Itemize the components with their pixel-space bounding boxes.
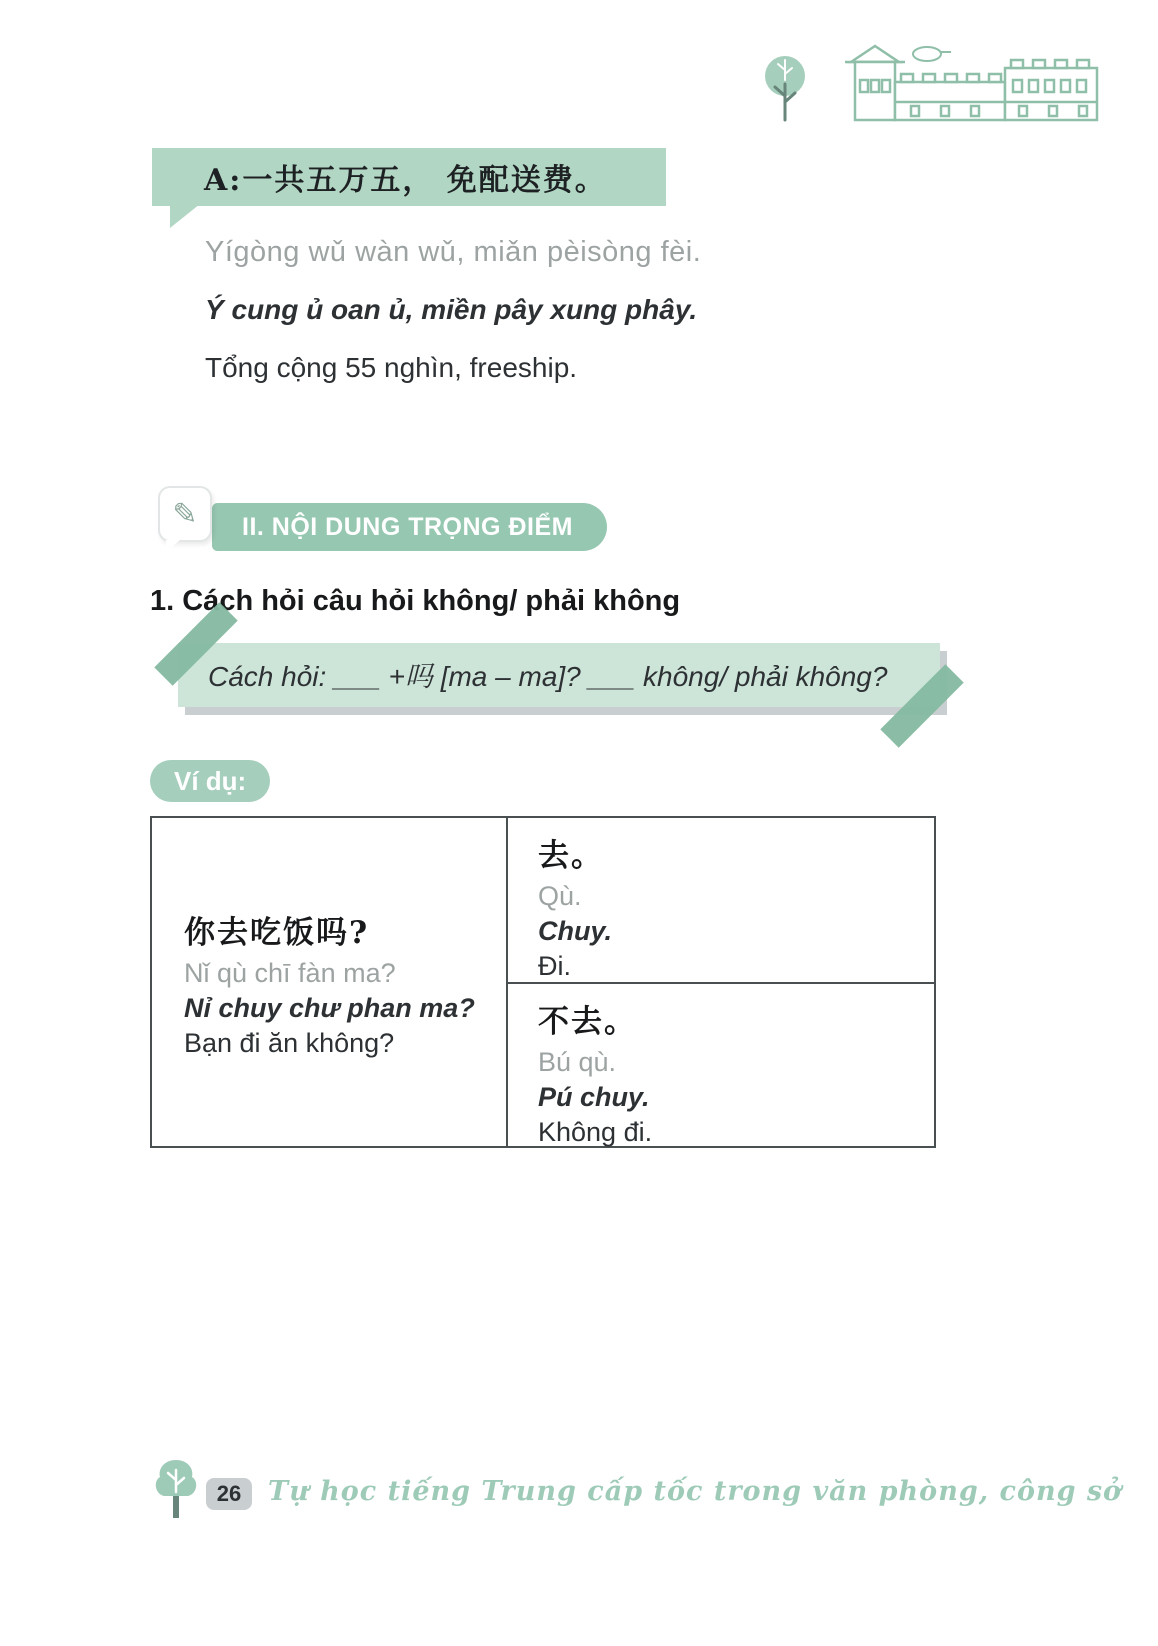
great-wall-illustration (755, 40, 1100, 124)
example-label: Ví dụ: (174, 765, 247, 796)
answer-no-pinyin: Bú qù. (538, 1047, 617, 1077)
footer-book-title: Tự học tiếng Trung cấp tốc trong văn phòng, công sở (268, 1476, 1123, 1507)
dialogue-bubble-a (152, 148, 666, 206)
answer-yes-translation: Đi. (538, 951, 571, 981)
tape-bottom-right-icon (880, 664, 963, 747)
dialogue-phonetic: Ý cung ủ oan ủ, miền pây xung phây. (205, 294, 698, 325)
pencil-icon: ✎ (172, 497, 198, 531)
example-label-pill (150, 760, 270, 802)
footer-tree (150, 1458, 202, 1522)
footer-tree-icon (150, 1458, 202, 1522)
formula-banner (178, 643, 940, 707)
question-cell (152, 818, 508, 1148)
page-number-badge (206, 1478, 252, 1510)
example-table (150, 816, 936, 1148)
question-translation: Bạn đi ăn không? (184, 1028, 395, 1058)
cloud-icon (913, 47, 951, 61)
great-wall-icon (755, 40, 1100, 124)
dialogue-translation: Tổng cộng 55 nghìn, freeship. (205, 352, 578, 383)
question-phonetic: Nỉ chuy chư phan ma? (184, 993, 475, 1023)
page-number: 26 (216, 1481, 242, 1506)
subsection-heading: 1. Cách hỏi câu hỏi không/ phải không (150, 585, 681, 617)
answer-yes-hanzi: 去。 (538, 838, 604, 874)
answer-yes-cell (508, 818, 934, 984)
dialogue-hanzi: A:一共五万五， 免配送费。 (204, 163, 607, 198)
answer-yes-phonetic: Chuy. (538, 916, 612, 946)
question-pinyin: Nǐ qù chī fàn ma? (184, 958, 396, 988)
section-badge (212, 503, 607, 551)
section-badge-label: II. NỘI DUNG TRỌNG ĐIỂM (242, 512, 573, 541)
answer-no-cell (508, 984, 934, 1148)
pencil-bubble (158, 486, 212, 542)
question-hanzi: 你去吃饭吗? (184, 915, 370, 951)
answer-yes-pinyin: Qù. (538, 881, 582, 911)
formula-text: Cách hỏi: ___ +吗 [ma – ma]? ___ không/ phải không? (208, 661, 888, 692)
dialogue-pinyin: Yígòng wǔ wàn wǔ, miǎn pèisòng fèi. (205, 236, 702, 268)
answer-no-phonetic: Pú chuy. (538, 1082, 650, 1112)
answer-no-translation: Không đi. (538, 1117, 653, 1147)
tree-icon (765, 56, 805, 120)
answer-no-hanzi: 不去。 (538, 1004, 637, 1040)
